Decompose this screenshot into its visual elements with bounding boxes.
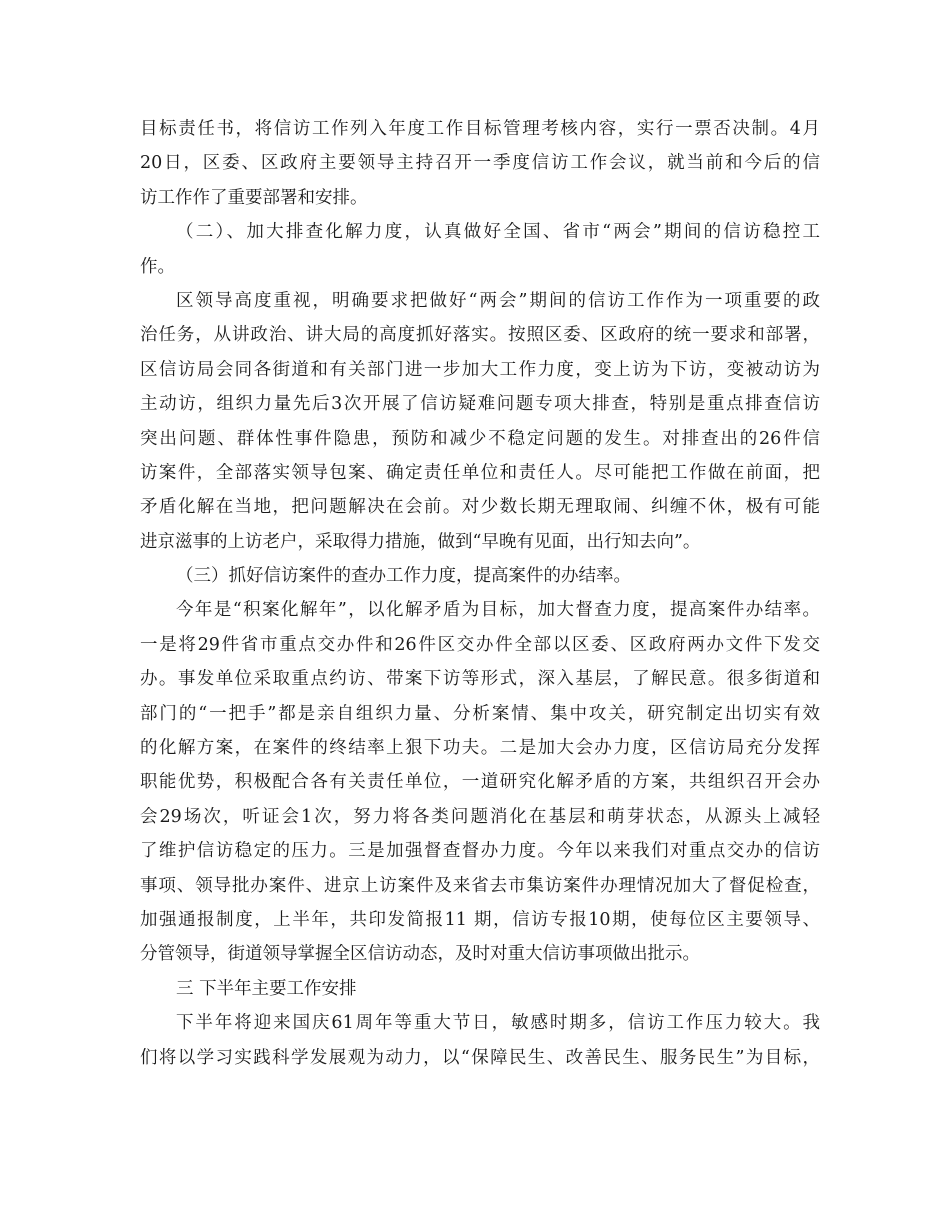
text-line: 三 下半年主要工作安排 [176, 978, 357, 999]
text-line: 治任务，从讲政治、讲大局的高度抓好落实。按照区委、区政府的统一要求和部署， [140, 325, 820, 346]
text-line: 区领导高度重视，明确要求把做好“两会”期间的信访工作作为一项重要的政 [176, 290, 820, 311]
text-line: 进京滋事的上访老户，采取得力措施，做到“早晚有见面，出行知去向”。 [140, 531, 701, 552]
text-line: 会29场次，听证会1次，努力将各类问题消化在基层和萌芽状态，从源头上减轻 [140, 806, 820, 827]
text-line: 区信访局会同各街道和有关部门进一步加大工作力度，变上访为下访，变被动访为 [140, 359, 820, 380]
text-line: 访工作作了重要部署和安排。 [140, 187, 368, 208]
text-line: （二）、加大排查化解力度，认真做好全国、省市“两会”期间的信访稳控工 [176, 222, 820, 243]
text-line: 主动访，组织力量先后3次开展了信访疑难问题专项大排查，特别是重点排查信访 [140, 394, 820, 415]
text-line: 目标责任书，将信访工作列入年度工作目标管理考核内容，实行一票否决制。4月 [140, 119, 820, 139]
document-body [140, 112, 820, 1075]
text-line: （三）抓好信访案件的查办工作力度，提高案件的办结率。 [176, 566, 631, 587]
text-line: 下半年将迎来国庆61周年等重大节日，敏感时期多，信访工作压力较大。我 [176, 1013, 820, 1034]
text-line: 今年是“积案化解年”，以化解矛盾为目标，加大督查力度，提高案件办结率。 [176, 600, 820, 621]
text-line: 了维护信访稳定的压力。三是加强督查督办力度。今年以来我们对重点交办的信访 [140, 841, 820, 862]
text-line: 的化解方案，在案件的终结率上狠下功夫。二是加大会办力度，区信访局充分发挥 [140, 738, 820, 759]
text-line: 突出问题、群体性事件隐患，预防和减少不稳定问题的发生。对排查出的26件信 [140, 428, 820, 449]
text-line: 部门的“一把手”都是亲自组织力量、分析案情、集中攻关，研究制定出切实有效 [140, 703, 820, 724]
text-line: 职能优势，积极配合各有关责任单位，一道研究化解矛盾的方案，共组织召开会办 [140, 772, 820, 793]
text-line: 一是将29件省市重点交办件和26件区交办件全部以区委、区政府两办文件下发交 [140, 634, 820, 655]
text-line: 访案件，全部落实领导包案、确定责任单位和责任人。尽可能把工作做在前面，把 [140, 462, 820, 483]
text-line: 矛盾化解在当地，把问题解决在会前。对少数长期无理取闹、纠缠不休，极有可能 [140, 497, 820, 518]
text-line: 们将以学习实践科学发展观为动力，以“保障民生、改善民生、服务民生”为目标， [140, 1047, 820, 1068]
text-line: 作。 [140, 256, 175, 277]
text-line: 加强通报制度，上半年，共印发简报11 期，信访专报10期，使每位区主要领导、 [140, 909, 820, 930]
text-line: 办。事发单位采取重点约访、带案下访等形式，深入基层，了解民意。很多街道和 [140, 669, 820, 690]
text-line: 事项、领导批办案件、进京上访案件及来省去市集访案件办理情况加大了督促检查， [140, 875, 820, 896]
text-line: 分管领导，街道领导掌握全区信访动态，及时对重大信访事项做出批示。 [140, 944, 700, 965]
text-line: 20日，区委、区政府主要领导主持召开一季度信访工作会议，就当前和今后的信 [140, 153, 820, 174]
